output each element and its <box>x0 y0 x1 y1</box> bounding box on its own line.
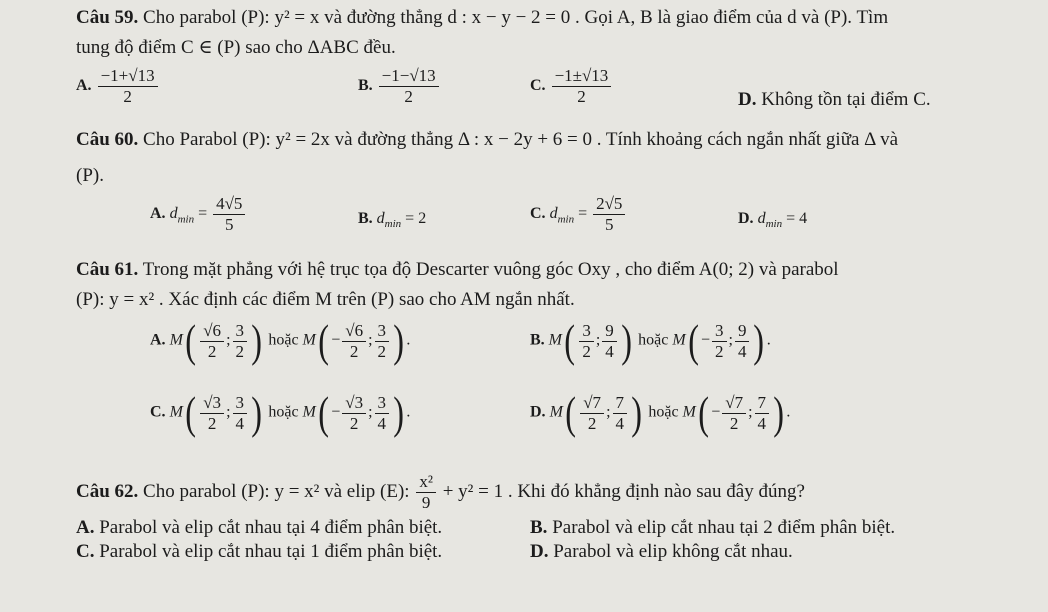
minus-sign: − <box>331 403 341 421</box>
equals: = 4 <box>786 210 808 227</box>
separator: ; <box>606 403 611 421</box>
right-paren: ) <box>393 315 405 366</box>
fraction: $\frac{√7}{2}$ <box>580 393 604 434</box>
q59-label: Câu 59. <box>76 7 139 28</box>
separator: ; <box>595 331 601 349</box>
subscript: min <box>557 213 575 226</box>
left-paren: ( <box>185 315 196 366</box>
option-letter: D. <box>530 541 549 562</box>
q61-option-d[interactable] <box>530 387 791 438</box>
option-letter: B. <box>530 517 548 538</box>
point-name: M <box>682 403 696 421</box>
fraction: $\frac{√6}{2}$ <box>342 321 366 362</box>
fraction: $\frac{3}{4}$ <box>375 393 390 434</box>
period: . <box>786 403 791 421</box>
q60-line1 <box>76 128 898 152</box>
subscript: min <box>384 218 402 231</box>
separator: ; <box>226 403 231 421</box>
right-paren: ) <box>773 387 785 438</box>
option-letter: C. <box>150 403 166 421</box>
fraction: $\frac{3}{2}$ <box>233 321 248 362</box>
equals: = <box>198 205 208 223</box>
option-letter: A. <box>76 517 95 538</box>
q61-line1 <box>76 258 839 282</box>
fraction: $\frac{√7}{2}$ <box>722 393 746 434</box>
subscript: min <box>177 213 195 226</box>
left-paren: ( <box>687 315 699 366</box>
right-paren: ) <box>393 387 405 438</box>
connector-text: hoặc <box>268 403 299 421</box>
fraction: $\frac{3}{2}$ <box>712 321 727 362</box>
q61-stem-line1: Trong mặt phẳng với hệ trục tọa độ Descarter vuông góc Oxy , cho điểm A(0; 2) và parabol <box>142 259 839 280</box>
right-paren: ) <box>753 315 765 366</box>
fraction: $\frac{7}{4}$ <box>613 393 628 434</box>
option-letter: B. <box>530 331 545 349</box>
q59-line1 <box>76 6 888 30</box>
q62-option-c[interactable] <box>76 540 442 564</box>
equals: = 2 <box>405 210 427 227</box>
q59-line2 <box>76 36 396 60</box>
q62-stem-post: + y² = 1 . Khi đó khẳng định nào sau đây đúng? <box>442 480 805 502</box>
right-paren: ) <box>251 387 263 438</box>
q62-option-a[interactable] <box>76 516 442 540</box>
q61-option-a[interactable] <box>150 315 411 366</box>
point-name: M <box>302 331 316 349</box>
option-text: Parabol và elip cắt nhau tại 2 điểm phân biệt. <box>552 517 896 538</box>
option-text: Parabol và elip cắt nhau tại 4 điểm phân biệt. <box>99 517 443 538</box>
option-letter: C. <box>76 541 95 562</box>
q60-stem-line2: (P). <box>76 165 104 186</box>
option-text: Parabol và elip không cắt nhau. <box>553 541 793 562</box>
fraction: $\frac{√3}{2}$ <box>200 393 224 434</box>
point-name: M <box>548 331 562 349</box>
point-name: M <box>169 331 183 349</box>
fraction: $\frac{4√5}{5}$ <box>213 194 245 235</box>
q59-option-c[interactable] <box>530 66 613 107</box>
fraction: $\frac{7}{4}$ <box>755 393 770 434</box>
option-letter: C. <box>530 77 546 95</box>
q61-option-b[interactable] <box>530 315 771 366</box>
q60-option-a[interactable] <box>150 194 247 235</box>
period: . <box>406 331 411 349</box>
option-letter: B. <box>358 210 373 227</box>
q62-option-d[interactable] <box>530 540 793 564</box>
option-text: Parabol và elip cắt nhau tại 1 điểm phân biệt. <box>99 541 443 562</box>
q59-stem-line2: tung độ điểm C ∈ (P) sao cho ΔABC đều. <box>76 37 396 58</box>
symbol: d <box>757 210 766 227</box>
q59-option-d[interactable] <box>738 88 931 112</box>
q61-line2 <box>76 288 575 312</box>
point-name: M <box>302 403 316 421</box>
left-paren: ( <box>185 387 196 438</box>
option-text: Không tồn tại điểm C. <box>761 89 931 110</box>
symbol: d <box>549 205 558 223</box>
separator: ; <box>226 331 231 349</box>
minus-sign: − <box>711 403 721 421</box>
point-name: M <box>549 403 563 421</box>
option-letter: D. <box>738 89 757 110</box>
q62-line1 <box>76 472 805 513</box>
fraction: $\frac{9}{4}$ <box>735 321 750 362</box>
equals: = <box>578 205 588 223</box>
right-paren: ) <box>631 387 643 438</box>
q61-stem-line2: (P): y = x² . Xác định các điểm M trên (P) sao cho AM ngắn nhất. <box>76 289 575 310</box>
q62-option-b[interactable] <box>530 516 895 540</box>
option-letter: B. <box>358 77 373 95</box>
fraction: $\frac{3}{2}$ <box>375 321 390 362</box>
left-paren: ( <box>564 315 576 366</box>
minus-sign: − <box>331 331 341 349</box>
connector-text: hoặc <box>638 331 669 349</box>
point-name: M <box>672 331 686 349</box>
q60-stem-line1: Cho Parabol (P): y² = 2x và đường thẳng Δ : x − 2y + 6 = 0 . Tính khoảng cách ngắn nhất giữa Δ và <box>143 129 899 150</box>
q59-option-b[interactable] <box>358 66 441 107</box>
q61-label: Câu 61. <box>76 259 139 280</box>
q60-option-d[interactable] <box>738 210 807 230</box>
option-letter: D. <box>530 403 546 421</box>
fraction: $\frac{-1+√13}{2}$ <box>98 66 158 107</box>
connector-text: hoặc <box>268 331 299 349</box>
fraction: $\frac{3}{4}$ <box>233 393 248 434</box>
option-letter: D. <box>738 210 754 227</box>
fraction: $\frac{2√5}{5}$ <box>593 194 625 235</box>
fraction: $\frac{-1-√13}{2}$ <box>379 66 439 107</box>
q60-option-c[interactable] <box>530 194 627 235</box>
left-paren: ( <box>698 387 709 438</box>
separator: ; <box>368 331 373 349</box>
q60-label: Câu 60. <box>76 129 139 150</box>
fraction: $\frac{-1\pm√13}{2}$ <box>552 66 612 107</box>
option-letter: A. <box>150 331 166 349</box>
option-letter: A. <box>150 205 166 223</box>
period: . <box>766 331 771 349</box>
left-paren: ( <box>318 387 329 438</box>
point-name: M <box>169 403 183 421</box>
fraction: $\frac{√6}{2}$ <box>200 321 224 362</box>
period: . <box>406 403 411 421</box>
fraction: $\frac{√3}{2}$ <box>342 393 366 434</box>
option-letter: A. <box>76 77 92 95</box>
q62-stem-pre: Cho parabol (P): y = x² và elip (E): <box>143 480 410 502</box>
q59-option-a[interactable] <box>76 66 160 107</box>
q60-line2 <box>76 164 104 188</box>
minus-sign: − <box>700 331 710 349</box>
separator: ; <box>728 331 733 349</box>
q59-stem-line1: Cho parabol (P): y² = x và đường thẳng d : x − y − 2 = 0 . Gọi A, B là giao điểm của d và (P). Tìm <box>143 7 889 28</box>
separator: ; <box>368 403 373 421</box>
fraction: $\frac{3}{2}$ <box>579 321 594 362</box>
right-paren: ) <box>621 315 632 366</box>
left-paren: ( <box>318 315 329 366</box>
q62-label: Câu 62. <box>76 480 139 502</box>
connector-text: hoặc <box>648 403 679 421</box>
q60-option-b[interactable] <box>358 210 426 230</box>
separator: ; <box>748 403 753 421</box>
option-letter: C. <box>530 205 546 223</box>
q61-option-c[interactable] <box>150 387 411 438</box>
right-paren: ) <box>251 315 263 366</box>
left-paren: ( <box>565 387 576 438</box>
ellipse-fraction: $\frac{\text{x²}}{9}$ <box>416 472 436 513</box>
symbol: d <box>169 205 178 223</box>
symbol: d <box>376 210 385 227</box>
subscript: min <box>765 218 783 231</box>
fraction: $\frac{9}{4}$ <box>602 321 617 362</box>
